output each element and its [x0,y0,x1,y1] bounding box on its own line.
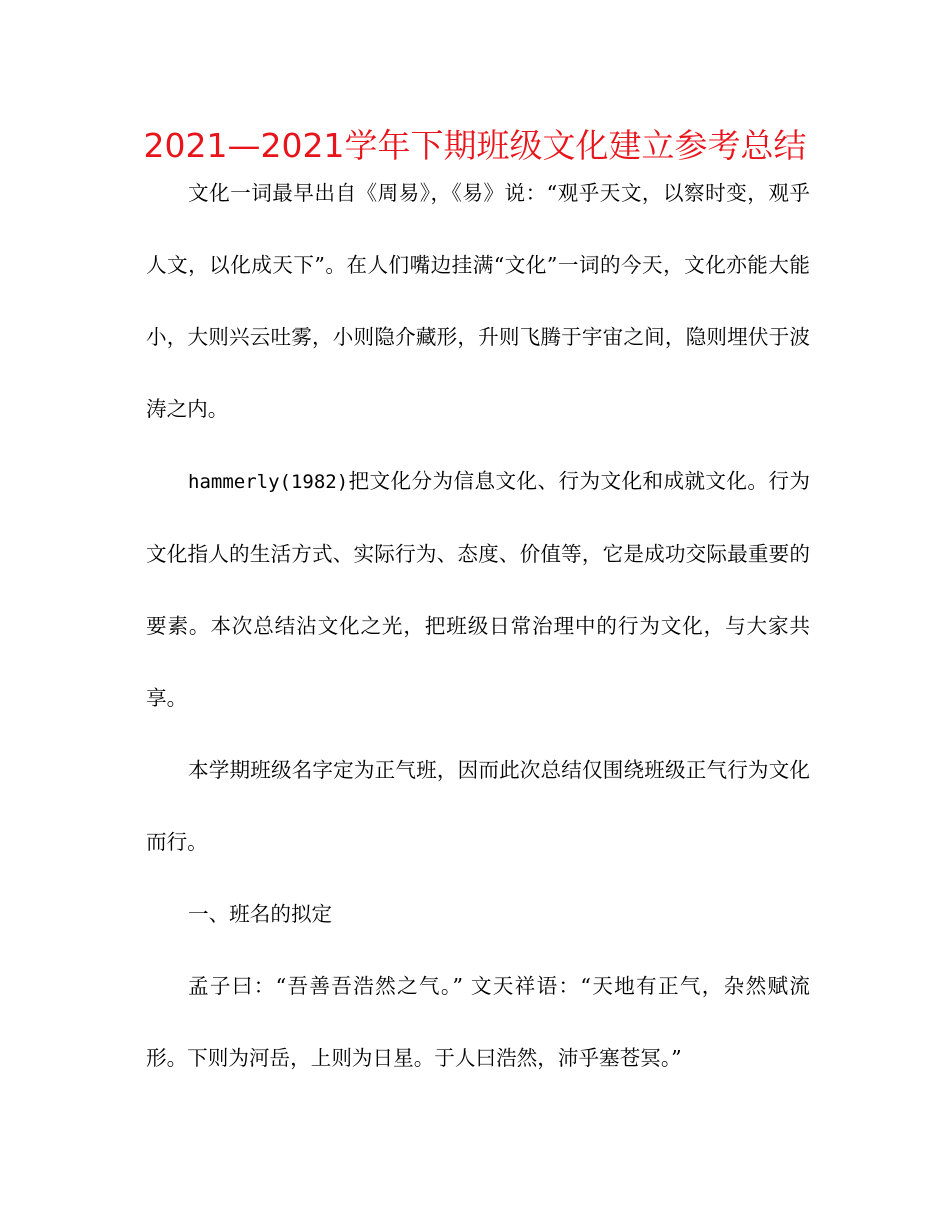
document-body [146,157,810,1094]
section-heading [146,878,810,950]
paragraph-text: 把文化分为信息文化、行为文化和成就文化。行为文化指人的生活方式、实际行为、态度、价值等，它是成功交际最重要的要素。本次总结沾文化之光，把班级日常治理中的行为文化，与大家共享。 [146,469,810,710]
paragraph-text: 孟子曰：“吾善吾浩然之气。” 文天祥语：“天地有正气，杂然赋流形。下则为河岳，上则为日星。于人曰浩然，沛乎塞苍冥。” [146,974,810,1070]
paragraph-quotes [146,950,810,1094]
citation-prefix: hammerly(1982) [188,471,349,493]
document-title: 2021—2021学年下期班级文化建立参考总结 [143,126,807,165]
paragraph-class-name [146,734,810,878]
paragraph-text: 文化一词最早出自《周易》，《易》说：“观乎天文，以察时变，观乎人文，以化成天下”。在人们嘴边挂满“文化”一词的今天，文化亦能大能小，大则兴云吐雾，小则隐介藏形，升则飞腾于宇宙之间，隐则埋伏于波涛之内。 [146,181,810,421]
paragraph-behavior-culture [146,445,810,734]
paragraph-intro [146,157,810,445]
section-heading-text: 一、班名的拟定 [188,902,333,926]
paragraph-text: 本学期班级名字定为正气班，因而此次总结仅围绕班级正气行为文化而行。 [146,758,810,854]
